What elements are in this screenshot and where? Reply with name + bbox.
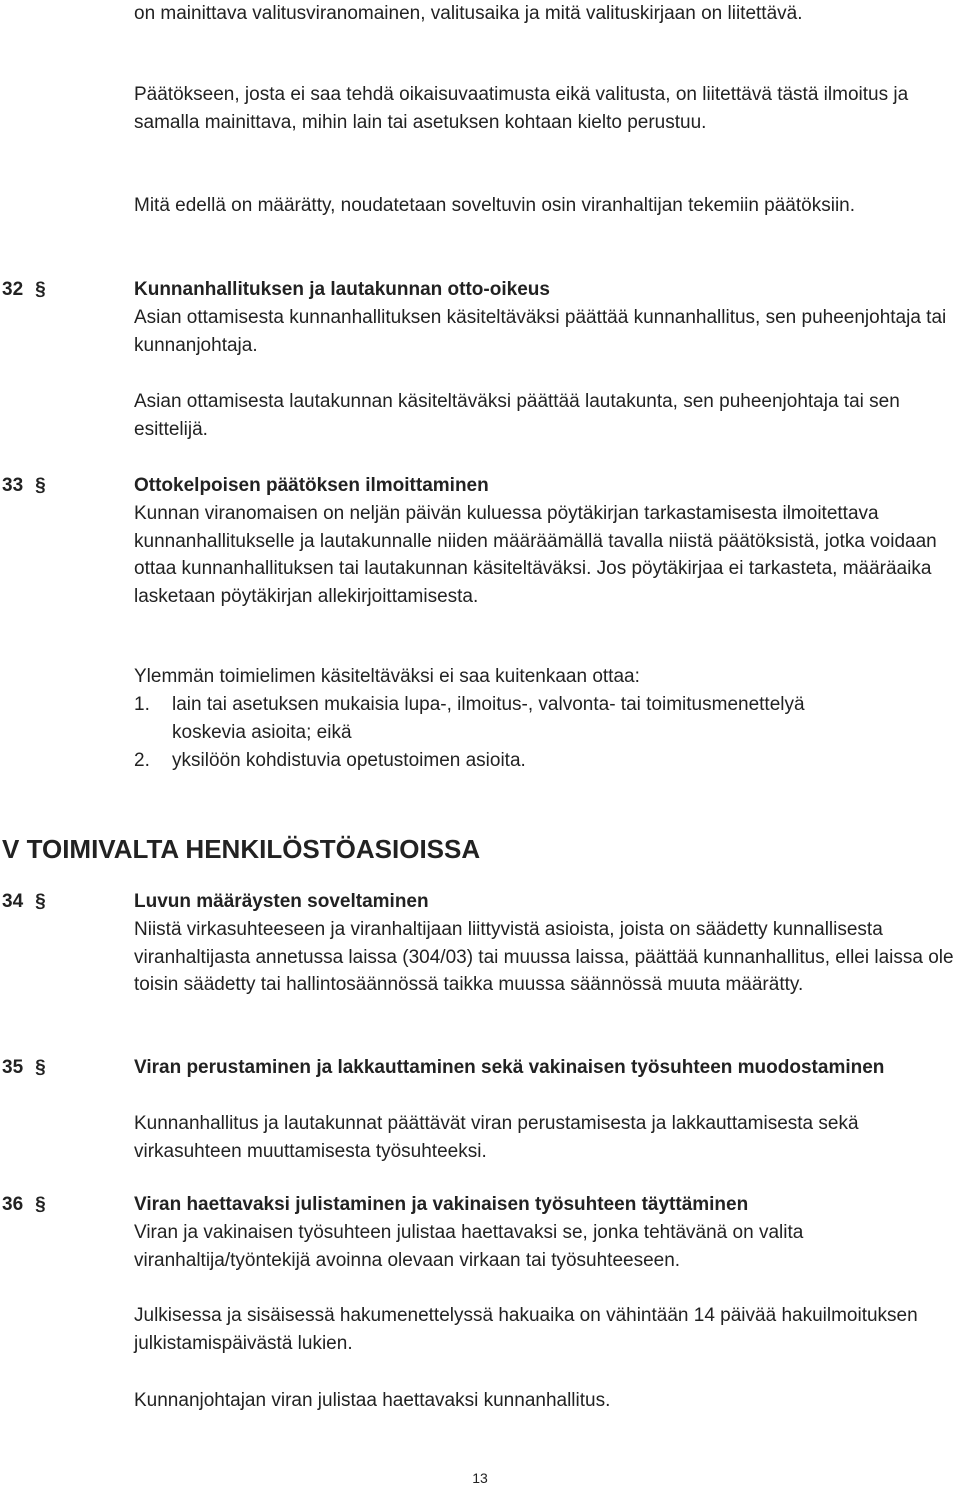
- section-title: Viran haettavaksi julistaminen ja vakinaisen työsuhteen täyttäminen: [134, 1194, 749, 1215]
- paragraph: Päätökseen, josta ei saa tehdä oikaisuvaatimusta eikä valitusta, on liitettävä tästä ilmoitus ja samalla mainittava, mihin lain tai asetuksen kohtaan kielto perustuu.: [134, 84, 909, 133]
- paragraph: Kunnanjohtajan viran julistaa haettavaksi kunnanhallitus.: [134, 1390, 611, 1411]
- section-symbol: §: [35, 1057, 46, 1078]
- section-title: Kunnanhallituksen ja lautakunnan otto-oikeus: [134, 279, 550, 300]
- chapter-heading: V TOIMIVALTA HENKILÖSTÖASIOISSA: [2, 834, 481, 864]
- paragraph: Niistä virkasuhteeseen ja viranhaltijaan liittyvistä asioista, joista on säädetty kunnallisesta viranhaltijasta annetussa laissa (304/03) tai muussa laissa, päättää kunnanhallitus, ellei laissa ole toisin säädetty tai hallintosäännössä taikka muussa säännössä muuta määrätty.: [134, 919, 954, 995]
- list-number: 1.: [134, 694, 150, 715]
- section-title: Viran perustaminen ja lakkauttaminen sekä vakinaisen työsuhteen muodostaminen: [134, 1057, 885, 1078]
- section-number: 36 §: [2, 1191, 57, 1219]
- section-number: 33 §: [2, 472, 57, 500]
- section-symbol: §: [35, 475, 46, 496]
- paragraph: Asian ottamisesta kunnanhallituksen käsiteltäväksi päättää kunnanhallitus, sen puheenjohtaja tai kunnanjohtaja.: [134, 307, 947, 356]
- section-symbol: §: [35, 279, 46, 300]
- paragraph: Asian ottamisesta lautakunnan käsiteltäväksi päättää lautakunta, sen puheenjohtaja tai sen esittelijä.: [134, 391, 900, 440]
- list-number: 2.: [134, 750, 150, 771]
- paragraph: Mitä edellä on määrätty, noudatetaan soveltuvin osin viranhaltijan tekemiin päätöksiin.: [134, 195, 856, 216]
- section-title: Luvun määräysten soveltaminen: [134, 891, 429, 912]
- section-number: 34 §: [2, 888, 57, 916]
- paragraph: Kunnan viranomaisen on neljän päivän kuluessa pöytäkirjan tarkastamisesta ilmoitettava kunnanhallitukselle ja lautakunnalle niiden määräämällä tavalla niistä päätöksistä, jotka voidaan ottaa kunnanhallituksen tai lautakunnan käsiteltäväksi. Jos pöytäkirjaa ei tarkasteta, määräaika lasketaan pöytäkirjan allekirjoittamisesta.: [134, 503, 937, 607]
- list-text: lain tai asetuksen mukaisia lupa-, ilmoitus-, valvonta- tai toimitusmenettelyä koskevia asioita; eikä: [172, 694, 805, 743]
- paragraph: Ylemmän toimielimen käsiteltäväksi ei saa kuitenkaan ottaa:: [134, 666, 640, 687]
- section-number: 35 §: [2, 1054, 57, 1082]
- paragraph: Viran ja vakinaisen työsuhteen julistaa haettavaksi se, jonka tehtävänä on valita viranhaltija/työntekijä avoinna olevaan virkaan tai työsuhteeseen.: [134, 1222, 804, 1271]
- section-title: Ottokelpoisen päätöksen ilmoittaminen: [134, 475, 489, 496]
- paragraph: Julkisessa ja sisäisessä hakumenettelyssä hakuaika on vähintään 14 päivää hakuilmoituksen julkistamispäivästä lukien.: [134, 1305, 918, 1354]
- section-number: 32 §: [2, 276, 57, 304]
- section-symbol: §: [35, 891, 46, 912]
- page-number: 13: [472, 1470, 488, 1486]
- paragraph: on mainittava valitusviranomainen, valitusaika ja mitä valituskirjaan on liitettävä.: [134, 3, 803, 24]
- section-symbol: §: [35, 1194, 46, 1215]
- paragraph: Kunnanhallitus ja lautakunnat päättävät viran perustamisesta ja lakkauttamisesta sekä virkasuhteen muuttamisesta työsuhteeksi.: [134, 1113, 859, 1162]
- list-text: yksilöön kohdistuvia opetustoimen asioita.: [172, 750, 526, 771]
